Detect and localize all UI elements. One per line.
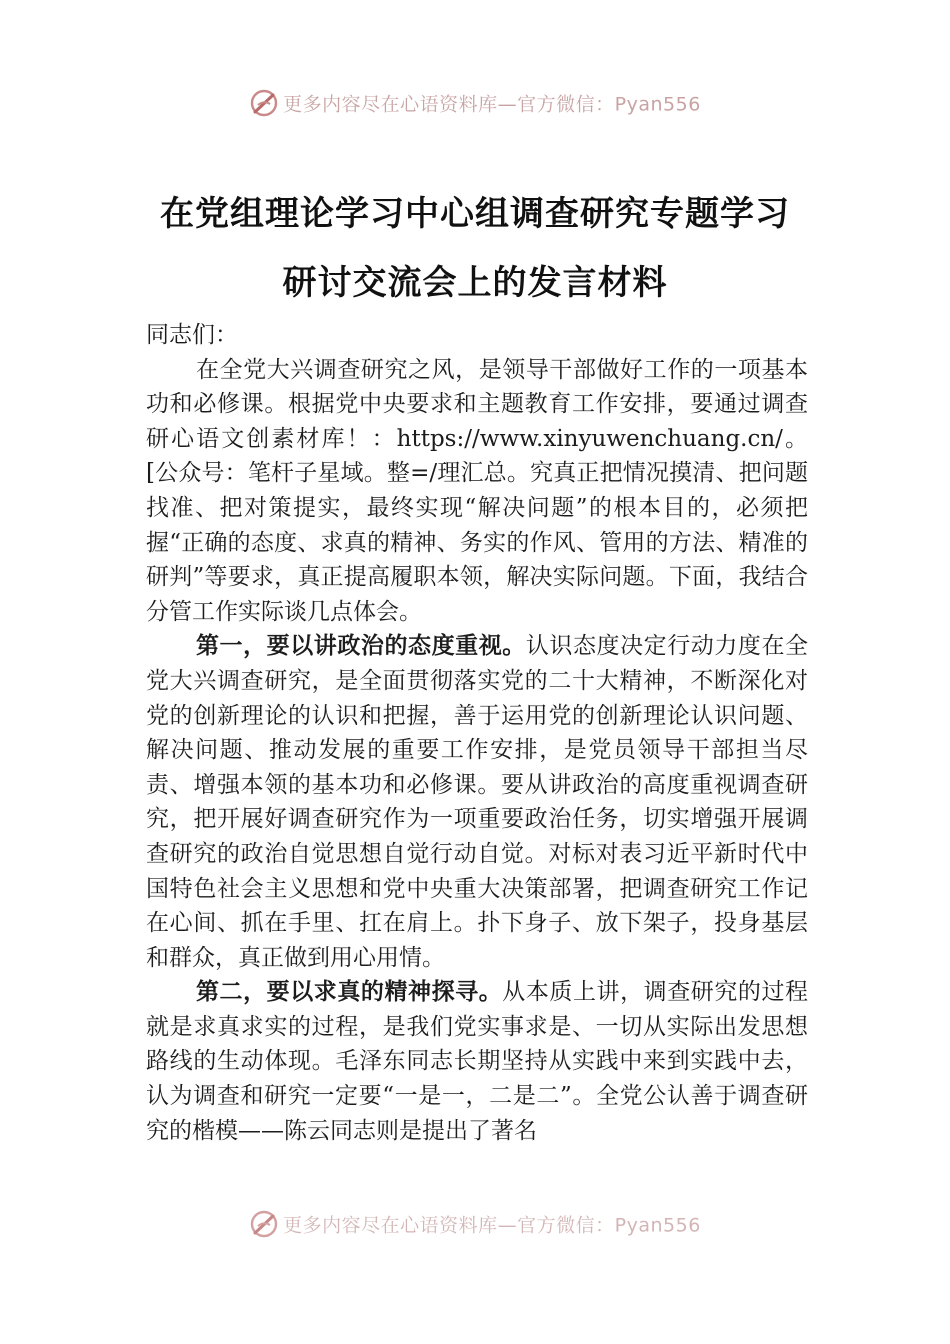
- watermark-header: [0, 88, 950, 118]
- document-body: [146, 318, 808, 1148]
- document-title-line-2: 研讨交流会上的发言材料: [282, 263, 668, 303]
- brush-logo-icon: [249, 88, 279, 118]
- watermark-text: 更多内容尽在心语资料库—官方微信：Pyan556: [283, 93, 701, 116]
- watermark-footer: [0, 1209, 950, 1239]
- section-heading-1: 第一，要以讲政治的态度重视。: [196, 633, 526, 660]
- section-paragraph-1: [146, 629, 808, 975]
- section-heading-2: 第二，要以求真的精神探寻。: [196, 979, 503, 1006]
- brush-logo-icon: [249, 1209, 279, 1239]
- section-text-2: 从本质上讲，调查研究的过程就是求真求实的过程，是我们党实事求是、一切从实际出发思想路线的生动体现。毛泽东同志长期坚持从实践中来到实践中去，认为调查和研究一定要“一是一，二是二”。全党公认善于调查研究的楷模——陈云同志则是提出了著名: [146, 979, 809, 1144]
- salutation: 同志们：: [146, 322, 238, 348]
- document-title-line-1: 在党组理论学习中心组调查研究专题学习: [160, 194, 790, 234]
- section-paragraph-2: [146, 975, 808, 1148]
- intro-paragraph: 在全党大兴调查研究之风，是领导干部做好工作的一项基本功和必修课。根据党中央要求和主题教育工作安排，要通过调查研心语文创素材库！：https://www.xinyuwenchuang.cn/。[公众号：笔杆子星域。整=/理汇总。究真正把情况摸清、把问题找准、把对策提实，最终实现“解决问题”的根本目的，必须把握“正确的态度、求真的精神、务实的作风、管用的方法、精准的研判”等要求，真正提高履职本领，解决实际问题。下面，我结合分管工作实际谈几点体会。: [146, 356, 808, 625]
- watermark-text: 更多内容尽在心语资料库—官方微信：Pyan556: [283, 1214, 701, 1237]
- section-text-1: 认识态度决定行动力度在全党大兴调查研究，是全面贯彻落实党的二十大精神，不断深化对党的创新理论的认识和把握，善于运用党的创新理论认识问题、解决问题、推动发展的重要工作安排，是党员领导干部担当尽责、增强本领的基本功和必修课。要从讲政治的高度重视调查研究，把开展好调查研究作为一项重要政治任务，切实增强开展调查研究的政治自觉思想自觉行动自觉。对标对表习近平新时代中国特色社会主义思想和党中央重大决策部署，把调查研究工作记在心间、抓在手里、扛在肩上。扑下身子、放下架子，投身基层和群众，真正做到用心用情。: [146, 633, 809, 971]
